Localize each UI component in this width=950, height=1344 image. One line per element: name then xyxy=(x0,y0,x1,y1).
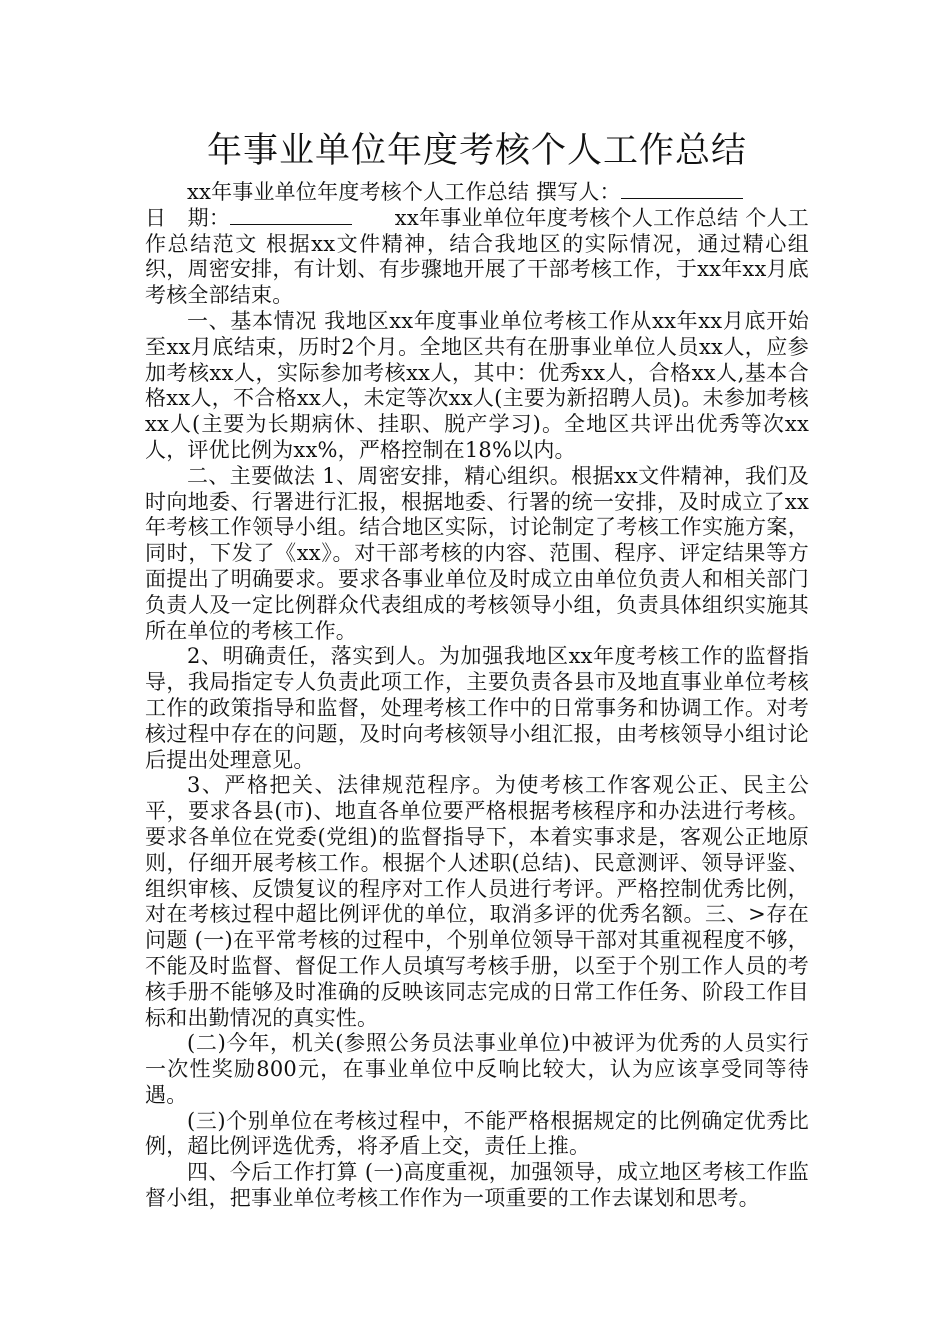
author-line xyxy=(145,180,809,206)
paragraph-responsibility: 2、明确责任，落实到人。为加强我地区xx年度考核工作的监督指导，我局指定专人负责此项工作，主要负责各县市及地直事业单位考核工作的政策指导和监督，处理考核工作中的日常事务和协调工作。对考核过程中存在的问题，及时向考核领导小组汇报，由考核领导小组讨论后提出处理意见。 xyxy=(145,644,809,772)
author-blank xyxy=(621,180,743,199)
paragraph-procedure-and-problems: 3、严格把关、法律规范程序。为使考核工作客观公正、民主公平，要求各县(市)、地直各单位要严格根据考核程序和办法进行考核。要求各单位在党委(党组)的监督指导下，本着实事求是，客观公正地原则，仔细开展考核工作。根据个人述职(总结)、民意测评、领导评鉴、组织审核、反馈复议的程序对工作人员进行考评。严格控制优秀比例，对在考核过程中超比例评优的单位，取消多评的优秀名额。三、>存在问题 (一)在平常考核的过程中，个别单位领导干部对其重视程度不够，不能及时监督、督促工作人员填写考核手册，以至于个别工作人员的考核手册不能够及时准确的反映该同志完成的日常工作任务、阶段工作目标和出勤情况的真实性。 xyxy=(145,773,809,1030)
intro-text: xx年事业单位年度考核个人工作总结 个人工作总结范文 根据xx文件精神，结合我地区的实际情况，通过精心组织，周密安排，有计划、有步骤地开展了干部考核工作，于xx年xx月底考核全部结束。 xyxy=(145,205,809,308)
author-label: xx年事业单位年度考核个人工作总结 撰写人： xyxy=(187,180,621,204)
document-page xyxy=(145,122,809,1212)
paragraph-main-methods: 二、主要做法 1、周密安排，精心组织。根据xx文件精神，我们及时向地委、行署进行汇报，根据地委、行署的统一安排，及时成立了xx年考核工作领导小组。结合地区实际，讨论制定了考核工作实施方案，同时，下发了《xx》。对干部考核的内容、范围、程序、评定结果等方面提出了明确要求。要求各事业单位及时成立由单位负责人和相关部门负责人及一定比例群众代表组成的考核领导小组，负责具体组织实施其所在单位的考核工作。 xyxy=(145,463,809,643)
date-blank xyxy=(230,206,352,225)
paragraph-problem-two: (二)今年，机关(参照公务员法事业单位)中被评为优秀的人员实行一次性奖励800元，在事业单位中反响比较大，认为应该享受同等待遇。 xyxy=(145,1031,809,1107)
paragraph-problem-three: (三)个别单位在考核过程中，不能严格根据规定的比例确定优秀比例，超比例评选优秀，将矛盾上交，责任上推。 xyxy=(145,1108,809,1159)
document-body xyxy=(145,180,809,1212)
document-title: 年事业单位年度考核个人工作总结 xyxy=(206,131,747,171)
intro-paragraph xyxy=(145,206,809,309)
date-label: 日 期： xyxy=(145,205,231,230)
paragraph-basic-situation: 一、基本情况 我地区xx年度事业单位考核工作从xx年xx月底开始至xx月底结束，历时2个月。全地区共有在册事业单位人员xx人，应参加考核xx人，实际参加考核xx人，其中：优秀xx人，合格xx人,基本合格xx人，不合格xx人，未定等次xx人(主要为新招聘人员)。未参加考核xx人(主要为长期病休、挂职、脱产学习)。全地区共评出优秀等次xx人，评优比例为xx%，严格控制在18%以内。 xyxy=(145,308,809,462)
paragraph-future-plans: 四、今后工作打算 (一)高度重视，加强领导，成立地区考核工作监督小组，把事业单位考核工作作为一项重要的工作去谋划和思考。 xyxy=(145,1160,809,1211)
